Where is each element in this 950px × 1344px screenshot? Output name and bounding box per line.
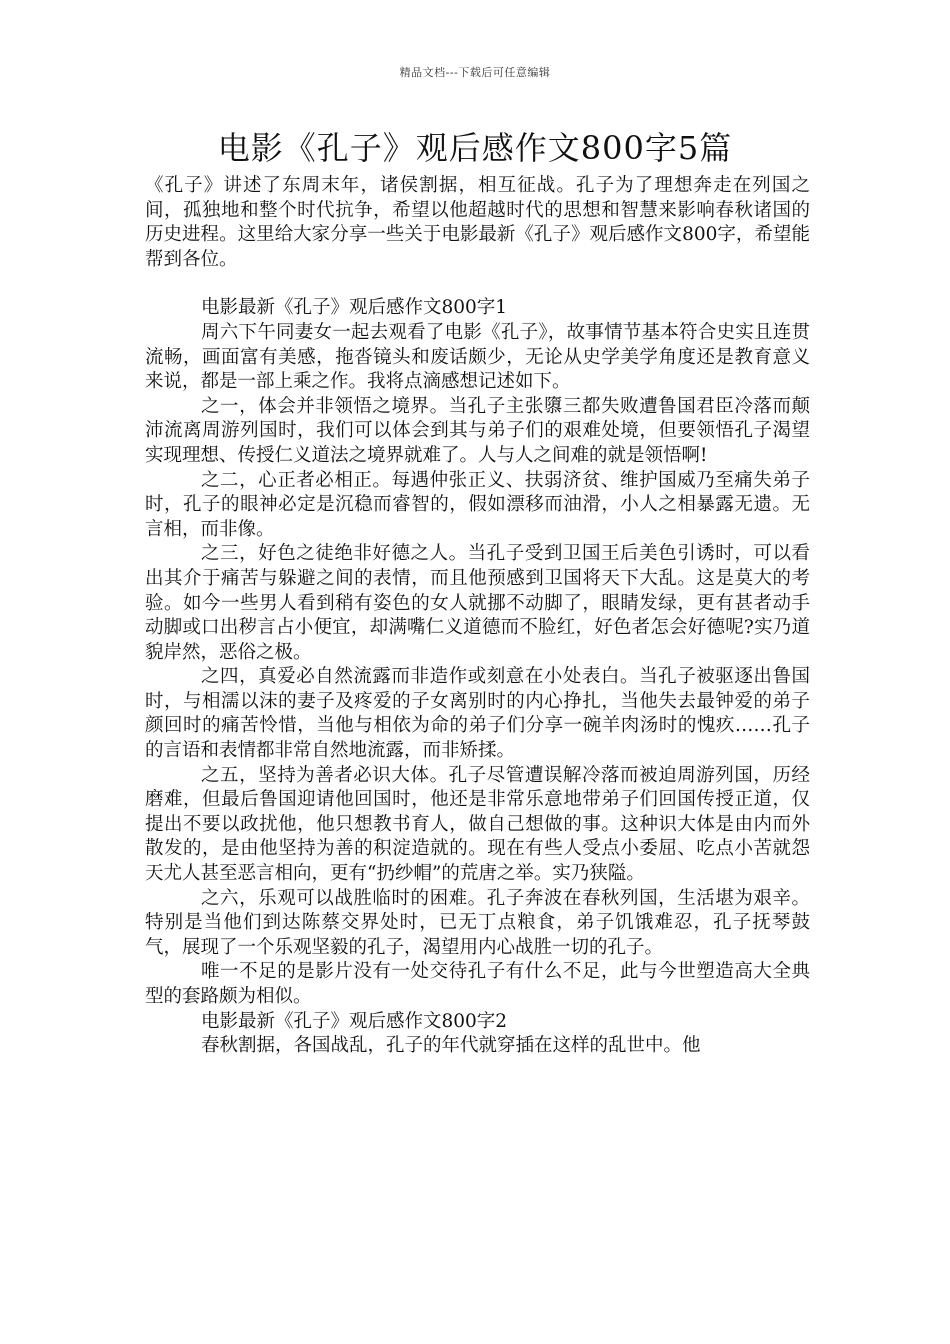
- body-paragraph: 唯一不足的是影片没有一处交待孔子有什么不足，此与今世塑造高大全典型的套路颇为相似。: [145, 961, 810, 1007]
- section-heading-2: 电影最新《孔子》观后感作文800字2: [201, 1010, 508, 1032]
- document-body: [145, 174, 810, 1059]
- header-note: 精品文档---下载后可任意编辑: [399, 66, 551, 79]
- section-heading-1: 电影最新《孔子》观后感作文800字1: [201, 297, 508, 319]
- body-paragraph: 之三，好色之徒绝非好德之人。当孔子受到卫国王后美色引诱时，可以看出其介于痛苦与躲避之间的表情，而且他预感到卫国将天下大乱。这是莫大的考验。如今一些男人看到稍有姿色的女人就挪不动脚了，眼睛发绿，更有甚者动手动脚或口出秽言占小便宜，却满嘴仁义道德而不脸红，好色者怎会好德呢?实乃道貌岸然，恶俗之极。: [145, 543, 810, 663]
- body-paragraph: 之五，坚持为善者必识大体。孔子尽管遭误解冷落而被迫周游列国，历经磨难，但最后鲁国迎请他回国时，他还是非常乐意地带弟子们回国传授正道，仅提出不要以政扰他，他只想教书育人，做自己想做的事。这种识大体是由内而外散发的，是由他坚持为善的积淀造就的。现在有些人受点小委屈、吃点小苦就怨天尤人甚至恶言相向，更有“扔纱帽”的荒唐之举。实乃狭隘。: [145, 764, 810, 885]
- body-paragraph: 之二，心正者必相正。每遇仲张正义、扶弱济贫、维护国威乃至痛失弟子时，孔子的眼神必定是沉稳而睿智的，假如漂移而油滑，小人之相暴露无遗。无言相，而非像。: [145, 469, 810, 540]
- body-paragraph: 之一，体会并非领悟之境界。当孔子主张隳三都失败遭鲁国君臣冷落而颠沛流离周游列国时，我们可以体会到其与弟子们的艰难处境，但要领悟孔子渴望实现理想、传授仁义道法之境界就难了。人与人之间难的就是领悟啊!: [145, 395, 810, 466]
- body-paragraph: 春秋割据，各国战乱，孔子的年代就穿插在这样的乱世中。他: [201, 1035, 701, 1057]
- body-paragraph: 之四，真爱必自然流露而非造作或刻意在小处表白。当孔子被驱逐出鲁国时，与相濡以沫的妻子及疼爱的子女离别时的内心挣扎，当他失去最钟爱的弟子颜回时的痛苦怜惜，当他与相依为命的弟子们分享一碗羊肉汤时的愧疚……孔子的言语和表情都非常自然地流露，而非矫揉。: [145, 666, 810, 762]
- intro-paragraph: 《孔子》讲述了东周末年，诸侯割据，相互征战。孔子为了理想奔走在列国之间，孤独地和整个时代抗争，希望以他超越时代的思想和智慧来影响春秋诸国的历史进程。这里给大家分享一些关于电影最新《孔子》观后感作文800字，希望能帮到各位。: [145, 175, 810, 270]
- body-paragraph: 周六下午同妻女一起去观看了电影《孔子》，故事情节基本符合史实且连贯流畅，画面富有美感，拖沓镜头和废话颇少，无论从史学美学角度还是教育意义来说，都是一部上乘之作。我将点滴感想记述如下。: [145, 321, 810, 393]
- body-paragraph: 之六，乐观可以战胜临时的困难。孔子奔波在春秋列国，生活堪为艰辛。特别是当他们到达陈蔡交界处时，已无丁点粮食，弟子饥饿难忍，孔子抚琴鼓气，展现了一个乐观坚毅的孔子，渴望用内心战胜一切的孔子。: [145, 887, 810, 958]
- document-title: 电影《孔子》观后感作文800字5篇: [217, 129, 733, 167]
